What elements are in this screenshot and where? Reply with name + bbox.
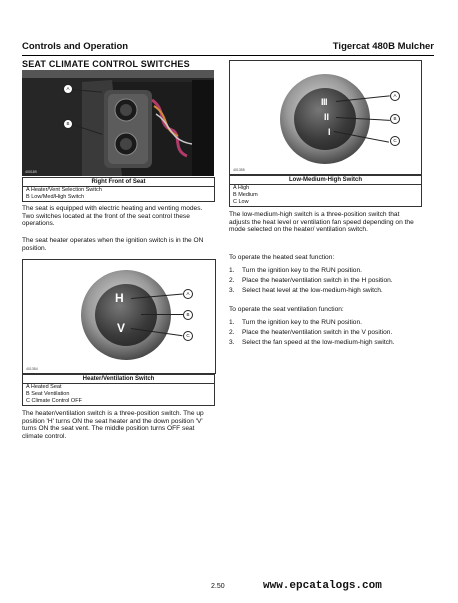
figure3-callout-b: B (183, 310, 193, 320)
figure3-callout-a: A (183, 289, 193, 299)
figure2-callout-a: A (390, 91, 400, 101)
figure3-caption-item: C Climate Control OFF (26, 398, 82, 404)
left-paragraph-3: The heater/ventilation switch is a three-position switch. The up position 'H' turns ON the seat heater and the down position 'V' turns ON the seat vent. The middle position turns OFF seat climate control. (22, 410, 204, 441)
figure2-caption-item: A High (233, 185, 250, 191)
heat-step: 2. Place the heater/ventilation switch in the H position. (229, 277, 393, 284)
figure2-callout-b: B (390, 114, 400, 124)
low-symbol: I (328, 127, 331, 137)
vent-steps (229, 318, 424, 348)
figure2-caption-title: Low-Medium-High Switch (230, 176, 421, 185)
medium-symbol: II (324, 112, 330, 122)
figure1-callout-b: B (63, 119, 73, 129)
page-number: 2.50 (211, 583, 225, 590)
figure3-callout-c: C (183, 331, 193, 341)
seat-switch-photo-image (22, 70, 214, 176)
figure1-id: 400189 (25, 170, 37, 174)
vent-step: 1. Turn the ignition key to the RUN position. (229, 319, 362, 326)
left-paragraph-2: The seat heater operates when the ignition switch is in the ON position. (22, 237, 204, 252)
figure3-frame (22, 259, 216, 374)
left-paragraph-1: The seat is equipped with electric heating and venting modes. Two switches located at the front of the seat control these operations. (22, 205, 203, 228)
vent-step: 2. Place the heater/ventilation switch in the V position. (229, 329, 393, 336)
figure1-caption (22, 177, 215, 202)
figure1-callout-a: A (63, 84, 73, 94)
vent-intro: To operate the seat ventilation function: (229, 306, 344, 313)
heater-symbol-h: H (115, 291, 124, 305)
figure1-caption-title: Right Front of Seat (23, 178, 214, 187)
high-symbol: III (321, 97, 328, 107)
figure2-caption-item: C Low (233, 199, 249, 205)
figure1-caption-item: B Low/Med/High Switch (26, 194, 85, 200)
vent-step: 3. Select the fan speed at the low-medium-high switch. (229, 339, 395, 346)
heat-steps (229, 266, 424, 296)
section-title: SEAT CLIMATE CONTROL SWITCHES (22, 59, 190, 69)
heat-intro: To operate the heated seat function: (229, 254, 335, 261)
figure2-frame (229, 60, 422, 175)
figure1-caption-item: A Heater/Vent Selection Switch (26, 187, 102, 193)
figure3-id: 401354 (26, 367, 38, 371)
figure3-caption-title: Heater/Ventilation Switch (23, 375, 214, 384)
vent-symbol-v: V (117, 321, 126, 335)
figure2-callout-c: C (390, 136, 400, 146)
seat-photo (22, 70, 214, 176)
header-section-title: Controls and Operation (22, 41, 129, 52)
figure3-caption-item: A Heated Seat (26, 384, 62, 390)
figure2-caption-item: B Medium (233, 192, 258, 198)
figure3-leader-b (141, 314, 183, 315)
header-manual-title: Tigercat 480B Mulcher (332, 41, 434, 52)
heat-step: 1. Turn the ignition key to the RUN position. (229, 267, 362, 274)
figure2-id: 401355 (233, 168, 245, 172)
figure3-caption-item: B Seat Ventilation (26, 391, 70, 397)
right-paragraph-1: The low-medium-high switch is a three-position switch that adjusts the heat level or ventilation fan speed depending on the mode selected on the heater/ ventilation switch. (229, 211, 414, 234)
figure3-caption (22, 374, 215, 406)
heater-vent-switch-face (95, 284, 157, 346)
heat-step: 3. Select heat level at the low-medium-high switch. (229, 287, 383, 294)
header-rule (22, 55, 434, 56)
figure2-caption (229, 175, 422, 207)
footer-watermark[interactable]: www.epcatalogs.com (263, 580, 382, 592)
